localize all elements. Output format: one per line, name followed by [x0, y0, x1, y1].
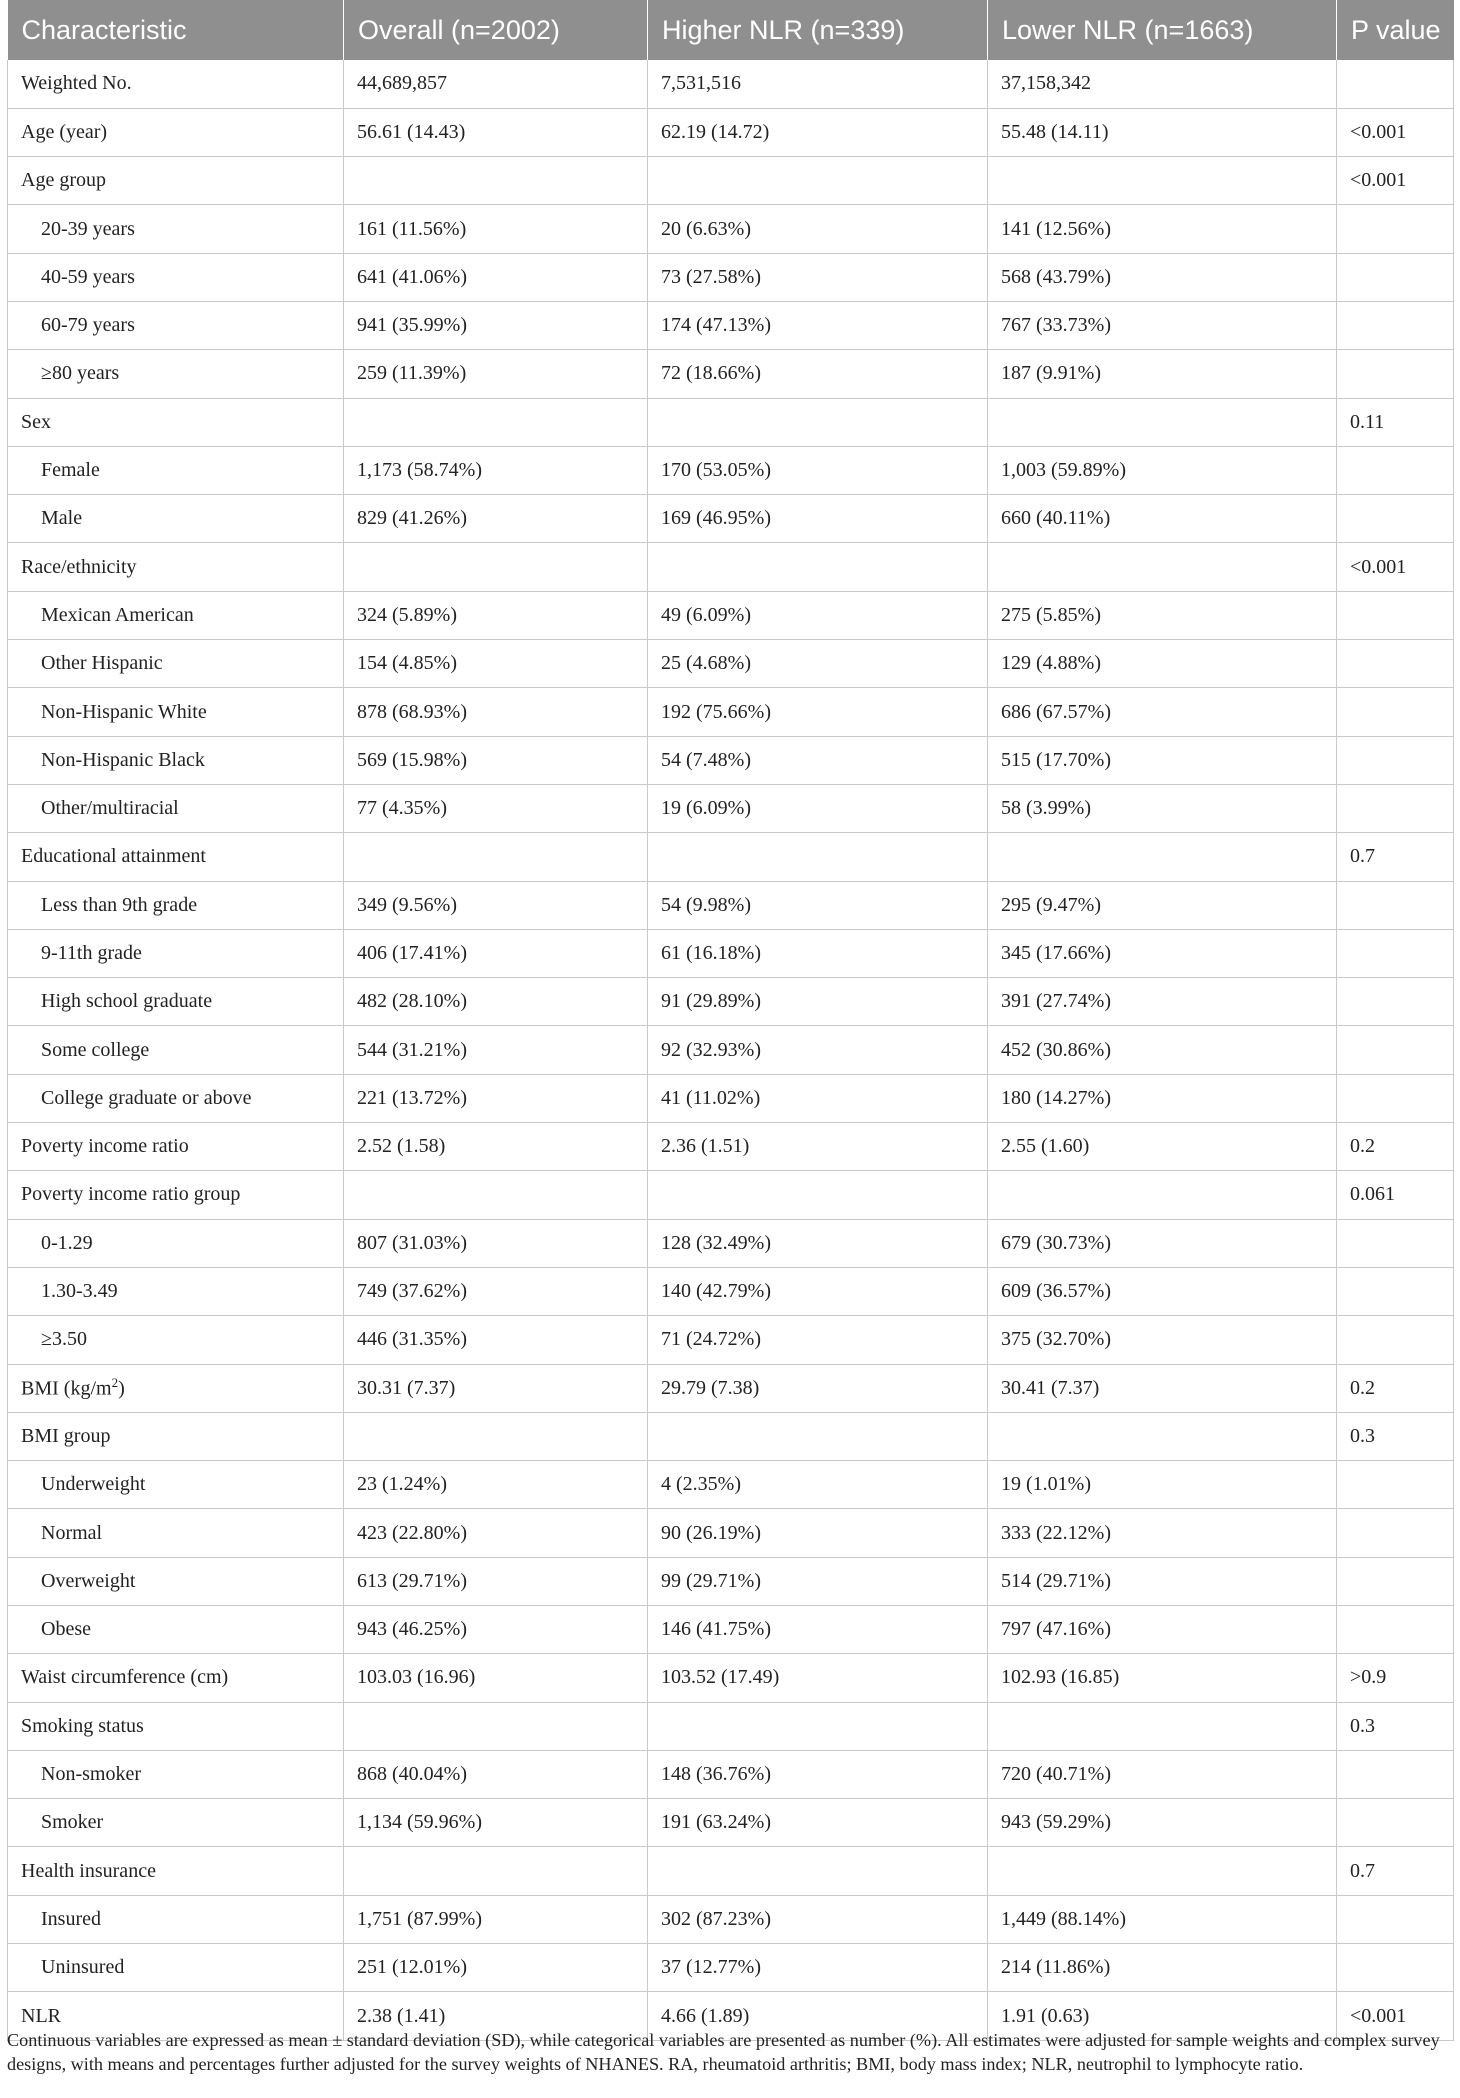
cell-overall: 569 (15.98%): [344, 736, 648, 784]
cell-lower-nlr: 30.41 (7.37): [988, 1364, 1337, 1412]
cell-higher-nlr: 174 (47.13%): [648, 301, 988, 349]
row-characteristic: [8, 1123, 344, 1171]
cell-higher-nlr: 54 (9.98%): [648, 881, 988, 929]
table-row: [8, 1267, 1454, 1315]
cell-lower-nlr: 514 (29.71%): [988, 1557, 1337, 1605]
row-characteristic: [8, 736, 344, 784]
cell-higher-nlr: 92 (32.93%): [648, 1026, 988, 1074]
cell-p-value: 0.7: [1337, 833, 1454, 881]
cell-overall: 829 (41.26%): [344, 495, 648, 543]
table-row: [8, 1750, 1454, 1798]
cell-higher-nlr: 148 (36.76%): [648, 1750, 988, 1798]
cell-overall: 349 (9.56%): [344, 881, 648, 929]
header-characteristic: Characteristic: [8, 0, 344, 60]
characteristic-label: High school graduate: [41, 990, 213, 1013]
row-characteristic: [8, 543, 344, 591]
row-characteristic: [8, 1074, 344, 1122]
cell-higher-nlr: 91 (29.89%): [648, 978, 988, 1026]
row-characteristic: [8, 1606, 344, 1654]
table-row: [8, 784, 1454, 832]
row-characteristic: [8, 1509, 344, 1557]
cell-lower-nlr: 275 (5.85%): [988, 591, 1337, 639]
table-row: [8, 929, 1454, 977]
table-row: [8, 1944, 1454, 1992]
cell-lower-nlr: 686 (67.57%): [988, 688, 1337, 736]
cell-lower-nlr: 679 (30.73%): [988, 1219, 1337, 1267]
cell-p-value: [1337, 978, 1454, 1026]
characteristic-label: Race/ethnicity: [21, 555, 137, 578]
characteristic-label: Underweight: [41, 1473, 146, 1496]
characteristic-label: Mexican American: [41, 603, 194, 626]
cell-lower-nlr: 333 (22.12%): [988, 1509, 1337, 1557]
row-characteristic: [8, 1219, 344, 1267]
cell-p-value: [1337, 1606, 1454, 1654]
cell-higher-nlr: 19 (6.09%): [648, 784, 988, 832]
characteristic-label: Age (year): [21, 120, 108, 143]
cell-overall: [344, 398, 648, 446]
cell-overall: [344, 1702, 648, 1750]
cell-p-value: [1337, 495, 1454, 543]
cell-overall: 544 (31.21%): [344, 1026, 648, 1074]
row-characteristic: [8, 1316, 344, 1364]
characteristic-label: Age group: [21, 169, 106, 192]
cell-lower-nlr: 1,003 (59.89%): [988, 446, 1337, 494]
cell-p-value: <0.001: [1337, 157, 1454, 205]
table-header: [8, 0, 1454, 60]
characteristic-label-superscript: 2: [111, 1375, 119, 1391]
cell-overall: 941 (35.99%): [344, 301, 648, 349]
table-row: [8, 1799, 1454, 1847]
characteristic-label: College graduate or above: [41, 1086, 252, 1109]
characteristic-label: Non-Hispanic White: [41, 700, 207, 723]
characteristic-label: 60-79 years: [41, 314, 135, 337]
cell-overall: 2.38 (1.41): [344, 1992, 648, 2040]
characteristic-label: Non-smoker: [41, 1763, 141, 1786]
row-characteristic: [8, 978, 344, 1026]
cell-higher-nlr: 71 (24.72%): [648, 1316, 988, 1364]
cell-p-value: [1337, 1750, 1454, 1798]
table-row: [8, 205, 1454, 253]
cell-overall: [344, 833, 648, 881]
cell-p-value: [1337, 640, 1454, 688]
row-characteristic: [8, 1461, 344, 1509]
cell-higher-nlr: 90 (26.19%): [648, 1509, 988, 1557]
cell-p-value: [1337, 1219, 1454, 1267]
cell-lower-nlr: [988, 157, 1337, 205]
cell-p-value: [1337, 881, 1454, 929]
table-row: [8, 1606, 1454, 1654]
cell-higher-nlr: 7,531,516: [648, 60, 988, 108]
cell-higher-nlr: 54 (7.48%): [648, 736, 988, 784]
cell-p-value: [1337, 60, 1454, 108]
cell-overall: 77 (4.35%): [344, 784, 648, 832]
cell-lower-nlr: [988, 1412, 1337, 1460]
cell-p-value: [1337, 1799, 1454, 1847]
row-characteristic: [8, 253, 344, 301]
table-row: [8, 301, 1454, 349]
characteristic-label: Educational attainment: [21, 845, 206, 868]
cell-overall: 868 (40.04%): [344, 1750, 648, 1798]
row-characteristic: [8, 108, 344, 156]
cell-p-value: [1337, 1026, 1454, 1074]
cell-p-value: [1337, 591, 1454, 639]
row-characteristic: [8, 1026, 344, 1074]
characteristic-label: Some college: [41, 1038, 150, 1061]
cell-overall: 30.31 (7.37): [344, 1364, 648, 1412]
row-characteristic: [8, 1654, 344, 1702]
cell-p-value: 0.061: [1337, 1171, 1454, 1219]
cell-lower-nlr: 452 (30.86%): [988, 1026, 1337, 1074]
cell-p-value: [1337, 350, 1454, 398]
row-characteristic: [8, 1557, 344, 1605]
cell-higher-nlr: 72 (18.66%): [648, 350, 988, 398]
cell-overall: [344, 1171, 648, 1219]
characteristic-label: NLR: [21, 2004, 61, 2027]
cell-higher-nlr: 4 (2.35%): [648, 1461, 988, 1509]
cell-overall: 161 (11.56%): [344, 205, 648, 253]
characteristic-label: 20-39 years: [41, 217, 135, 240]
header-row: [8, 0, 1454, 60]
cell-p-value: [1337, 446, 1454, 494]
characteristic-label: ≥3.50: [41, 1328, 87, 1351]
cell-lower-nlr: 375 (32.70%): [988, 1316, 1337, 1364]
row-characteristic: [8, 591, 344, 639]
characteristic-label: 40-59 years: [41, 265, 135, 288]
cell-higher-nlr: 302 (87.23%): [648, 1895, 988, 1943]
table-row: [8, 60, 1454, 108]
row-characteristic: [8, 398, 344, 446]
cell-overall: 423 (22.80%): [344, 1509, 648, 1557]
characteristic-label: 9-11th grade: [41, 941, 142, 964]
cell-overall: 807 (31.03%): [344, 1219, 648, 1267]
cell-overall: 221 (13.72%): [344, 1074, 648, 1122]
table-row: [8, 881, 1454, 929]
cell-higher-nlr: 62.19 (14.72): [648, 108, 988, 156]
table-row: [8, 1123, 1454, 1171]
cell-overall: 251 (12.01%): [344, 1944, 648, 1992]
table-row: [8, 1219, 1454, 1267]
characteristic-label: Other Hispanic: [41, 652, 163, 675]
table-row: [8, 398, 1454, 446]
row-characteristic: [8, 60, 344, 108]
cell-higher-nlr: 37 (12.77%): [648, 1944, 988, 1992]
row-characteristic: [8, 784, 344, 832]
cell-higher-nlr: [648, 1702, 988, 1750]
cell-lower-nlr: 943 (59.29%): [988, 1799, 1337, 1847]
characteristic-label: Less than 9th grade: [41, 893, 198, 916]
cell-overall: 324 (5.89%): [344, 591, 648, 639]
row-characteristic: [8, 1412, 344, 1460]
row-characteristic: [8, 1171, 344, 1219]
cell-higher-nlr: 2.36 (1.51): [648, 1123, 988, 1171]
row-characteristic: [8, 1895, 344, 1943]
cell-p-value: [1337, 1267, 1454, 1315]
row-characteristic: [8, 1364, 344, 1412]
characteristic-label: Other/multiracial: [41, 797, 179, 820]
cell-higher-nlr: [648, 833, 988, 881]
cell-overall: 943 (46.25%): [344, 1606, 648, 1654]
table-footnote: Continuous variables are expressed as mean ± standard deviation (SD), while categorical variables are presented as number (%). All estimates were adjusted for sample weights and complex survey designs, with means and percentages further adjusted for the survey weights of NHANES. RA, rheumatoid arthritis; BMI, body mass index; NLR, neutrophil to lymphocyte ratio.: [7, 2030, 1440, 2074]
characteristics-table: [7, 0, 1454, 2041]
cell-p-value: [1337, 205, 1454, 253]
table-row: [8, 543, 1454, 591]
cell-overall: 56.61 (14.43): [344, 108, 648, 156]
cell-overall: 154 (4.85%): [344, 640, 648, 688]
row-characteristic: [8, 1750, 344, 1798]
cell-p-value: 0.3: [1337, 1412, 1454, 1460]
cell-overall: [344, 1847, 648, 1895]
cell-higher-nlr: 169 (46.95%): [648, 495, 988, 543]
cell-higher-nlr: 191 (63.24%): [648, 1799, 988, 1847]
cell-overall: 446 (31.35%): [344, 1316, 648, 1364]
cell-overall: 1,173 (58.74%): [344, 446, 648, 494]
table-row: [8, 1847, 1454, 1895]
table-row: [8, 1074, 1454, 1122]
cell-lower-nlr: 660 (40.11%): [988, 495, 1337, 543]
table-row: [8, 591, 1454, 639]
characteristic-label: Sex: [21, 410, 51, 433]
characteristic-label: Male: [41, 507, 83, 530]
cell-higher-nlr: [648, 1412, 988, 1460]
cell-lower-nlr: 102.93 (16.85): [988, 1654, 1337, 1702]
cell-p-value: >0.9: [1337, 1654, 1454, 1702]
characteristic-label: Health insurance: [21, 1859, 156, 1882]
cell-higher-nlr: [648, 1847, 988, 1895]
table-row: [8, 1702, 1454, 1750]
cell-higher-nlr: [648, 1171, 988, 1219]
cell-p-value: [1337, 1461, 1454, 1509]
characteristic-label: Uninsured: [41, 1956, 125, 1979]
cell-higher-nlr: 99 (29.71%): [648, 1557, 988, 1605]
cell-overall: 641 (41.06%): [344, 253, 648, 301]
cell-lower-nlr: 345 (17.66%): [988, 929, 1337, 977]
cell-lower-nlr: 55.48 (14.11): [988, 108, 1337, 156]
cell-p-value: [1337, 1316, 1454, 1364]
table-row: [8, 978, 1454, 1026]
cell-higher-nlr: 146 (41.75%): [648, 1606, 988, 1654]
cell-overall: 878 (68.93%): [344, 688, 648, 736]
characteristic-label: 0-1.29: [41, 1231, 93, 1254]
cell-p-value: <0.001: [1337, 108, 1454, 156]
row-characteristic: [8, 1944, 344, 1992]
cell-overall: 613 (29.71%): [344, 1557, 648, 1605]
characteristic-label: Obese: [41, 1618, 91, 1641]
header-higher-nlr: Higher NLR (n=339): [648, 0, 988, 60]
row-characteristic: [8, 833, 344, 881]
characteristic-label: Waist circumference (cm): [21, 1666, 229, 1689]
cell-overall: 23 (1.24%): [344, 1461, 648, 1509]
table-row: [8, 1895, 1454, 1943]
cell-p-value: [1337, 784, 1454, 832]
cell-p-value: 0.3: [1337, 1702, 1454, 1750]
cell-lower-nlr: 295 (9.47%): [988, 881, 1337, 929]
cell-lower-nlr: 568 (43.79%): [988, 253, 1337, 301]
characteristic-label: Female: [41, 459, 100, 482]
row-characteristic: [8, 1702, 344, 1750]
characteristic-label: Poverty income ratio: [21, 1135, 189, 1158]
characteristic-label: Smoker: [41, 1811, 104, 1834]
cell-lower-nlr: 37,158,342: [988, 60, 1337, 108]
cell-overall: 749 (37.62%): [344, 1267, 648, 1315]
cell-higher-nlr: 29.79 (7.38): [648, 1364, 988, 1412]
cell-lower-nlr: 767 (33.73%): [988, 301, 1337, 349]
row-characteristic: [8, 205, 344, 253]
row-characteristic: [8, 1847, 344, 1895]
cell-overall: 482 (28.10%): [344, 978, 648, 1026]
cell-p-value: [1337, 1557, 1454, 1605]
cell-lower-nlr: [988, 398, 1337, 446]
row-characteristic: [8, 1799, 344, 1847]
cell-lower-nlr: 180 (14.27%): [988, 1074, 1337, 1122]
cell-p-value: [1337, 253, 1454, 301]
cell-overall: [344, 1412, 648, 1460]
cell-higher-nlr: 140 (42.79%): [648, 1267, 988, 1315]
characteristic-label: BMI (kg/m: [21, 1377, 112, 1400]
row-characteristic: [8, 350, 344, 398]
cell-p-value: [1337, 1509, 1454, 1557]
cell-overall: 1,134 (59.96%): [344, 1799, 648, 1847]
cell-higher-nlr: 61 (16.18%): [648, 929, 988, 977]
table-row: [8, 495, 1454, 543]
cell-lower-nlr: 1.91 (0.63): [988, 1992, 1337, 2040]
characteristic-label-suffix: ): [118, 1377, 125, 1400]
cell-lower-nlr: 797 (47.16%): [988, 1606, 1337, 1654]
cell-overall: [344, 157, 648, 205]
characteristics-table-container: [7, 0, 1453, 2041]
cell-lower-nlr: 2.55 (1.60): [988, 1123, 1337, 1171]
table-row: [8, 1364, 1454, 1412]
row-characteristic: [8, 446, 344, 494]
table-row: [8, 157, 1454, 205]
header-p-value: P value: [1351, 14, 1441, 45]
row-characteristic: [8, 929, 344, 977]
cell-p-value: [1337, 1944, 1454, 1992]
row-characteristic: [8, 495, 344, 543]
characteristic-label: Smoking status: [21, 1714, 144, 1737]
row-characteristic: [8, 301, 344, 349]
table-row: [8, 640, 1454, 688]
table-row: [8, 1461, 1454, 1509]
table-row: [8, 1026, 1454, 1074]
cell-p-value: [1337, 929, 1454, 977]
cell-overall: 2.52 (1.58): [344, 1123, 648, 1171]
cell-lower-nlr: 141 (12.56%): [988, 205, 1337, 253]
cell-lower-nlr: 720 (40.71%): [988, 1750, 1337, 1798]
cell-p-value: [1337, 1895, 1454, 1943]
characteristic-label: 1.30-3.49: [41, 1280, 118, 1303]
cell-overall: 103.03 (16.96): [344, 1654, 648, 1702]
cell-p-value: 0.11: [1337, 398, 1454, 446]
characteristic-label: Normal: [41, 1521, 103, 1544]
cell-higher-nlr: 41 (11.02%): [648, 1074, 988, 1122]
cell-lower-nlr: 129 (4.88%): [988, 640, 1337, 688]
cell-higher-nlr: 49 (6.09%): [648, 591, 988, 639]
row-characteristic: [8, 157, 344, 205]
cell-lower-nlr: [988, 1702, 1337, 1750]
characteristic-label: Poverty income ratio group: [21, 1183, 241, 1206]
row-characteristic: [8, 640, 344, 688]
table-row: [8, 736, 1454, 784]
cell-lower-nlr: [988, 833, 1337, 881]
characteristic-label: Overweight: [41, 1569, 136, 1592]
cell-higher-nlr: [648, 543, 988, 591]
header-overall: Overall (n=2002): [344, 0, 648, 60]
cell-higher-nlr: 103.52 (17.49): [648, 1654, 988, 1702]
row-characteristic: [8, 881, 344, 929]
cell-lower-nlr: 19 (1.01%): [988, 1461, 1337, 1509]
characteristic-label: BMI group: [21, 1424, 111, 1447]
characteristic-label: ≥80 years: [41, 362, 120, 385]
characteristic-label: Insured: [41, 1907, 101, 1930]
table-row: [8, 1557, 1454, 1605]
cell-p-value: 0.7: [1337, 1847, 1454, 1895]
cell-p-value: 0.2: [1337, 1123, 1454, 1171]
cell-p-value: 0.2: [1337, 1364, 1454, 1412]
table-row: [8, 1316, 1454, 1364]
header-lower-nlr: Lower NLR (n=1663): [988, 0, 1337, 60]
cell-overall: [344, 543, 648, 591]
row-characteristic: [8, 1267, 344, 1315]
cell-lower-nlr: [988, 1847, 1337, 1895]
cell-p-value: [1337, 688, 1454, 736]
cell-overall: 44,689,857: [344, 60, 648, 108]
table-row: [8, 253, 1454, 301]
cell-overall: 259 (11.39%): [344, 350, 648, 398]
table-body: [8, 60, 1454, 2040]
cell-higher-nlr: 25 (4.68%): [648, 640, 988, 688]
cell-lower-nlr: [988, 543, 1337, 591]
cell-higher-nlr: [648, 157, 988, 205]
table-row: [8, 833, 1454, 881]
cell-p-value: <0.001: [1337, 1992, 1454, 2040]
row-characteristic: [8, 688, 344, 736]
cell-overall: 406 (17.41%): [344, 929, 648, 977]
characteristic-label: Weighted No.: [21, 72, 132, 95]
table-row: [8, 350, 1454, 398]
characteristic-label: Non-Hispanic Black: [41, 748, 205, 771]
table-row: [8, 1509, 1454, 1557]
cell-higher-nlr: 128 (32.49%): [648, 1219, 988, 1267]
cell-lower-nlr: 214 (11.86%): [988, 1944, 1337, 1992]
table-row: [8, 1654, 1454, 1702]
cell-higher-nlr: 73 (27.58%): [648, 253, 988, 301]
cell-higher-nlr: 20 (6.63%): [648, 205, 988, 253]
table-row: [8, 108, 1454, 156]
cell-lower-nlr: 609 (36.57%): [988, 1267, 1337, 1315]
cell-lower-nlr: 58 (3.99%): [988, 784, 1337, 832]
cell-p-value: <0.001: [1337, 543, 1454, 591]
table-row: [8, 688, 1454, 736]
cell-higher-nlr: [648, 398, 988, 446]
cell-higher-nlr: 192 (75.66%): [648, 688, 988, 736]
cell-lower-nlr: 391 (27.74%): [988, 978, 1337, 1026]
cell-lower-nlr: 187 (9.91%): [988, 350, 1337, 398]
cell-higher-nlr: 4.66 (1.89): [648, 1992, 988, 2040]
cell-lower-nlr: 1,449 (88.14%): [988, 1895, 1337, 1943]
cell-p-value: [1337, 301, 1454, 349]
table-row: [8, 446, 1454, 494]
cell-overall: 1,751 (87.99%): [344, 1895, 648, 1943]
table-row: [8, 1412, 1454, 1460]
cell-lower-nlr: 515 (17.70%): [988, 736, 1337, 784]
cell-p-value: [1337, 736, 1454, 784]
cell-lower-nlr: [988, 1171, 1337, 1219]
table-row: [8, 1171, 1454, 1219]
cell-p-value: [1337, 1074, 1454, 1122]
cell-higher-nlr: 170 (53.05%): [648, 446, 988, 494]
